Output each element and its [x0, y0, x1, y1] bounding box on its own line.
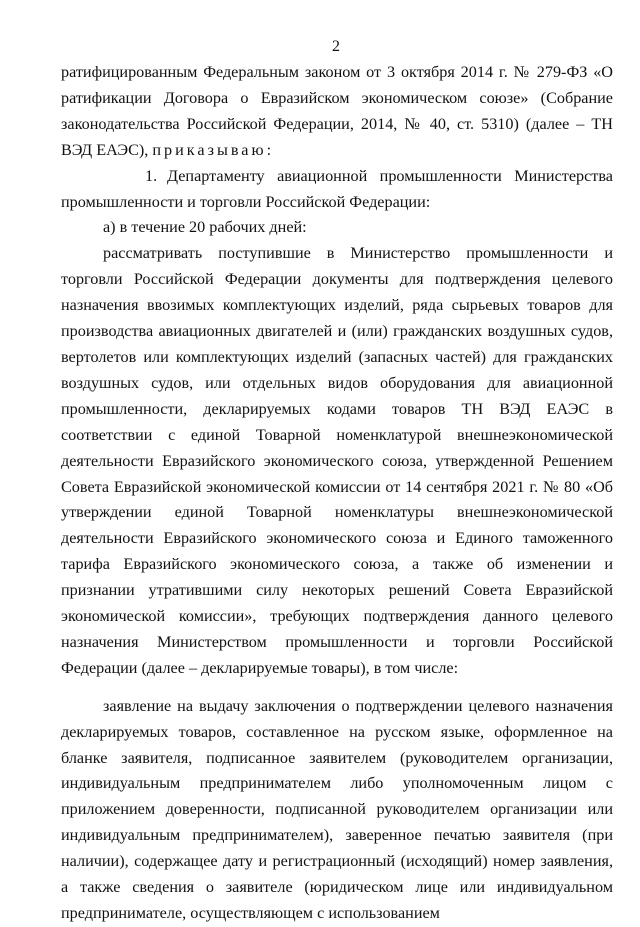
paragraph-application: заявление на выдачу заключения о подтверждении целевого назначения декларируемых товаров, составленное на русском языке, оформленное на бланке заявителя, подписанное заявителем (руководителем организации, индивидуальным предпринимателем либо уполномоченным лицом с приложением доверенности, подписанной руководителем организации или индивидуальным предпринимателем), заверенное печатью заявителя (при наличии), содержащее дату и регистрационный (исходящий) номер заявления, а также сведения о заявителе (юридическом лице или индивидуальном предпринимателе, осуществляющем с использованием	[61, 696, 613, 922]
page-number: 2	[332, 38, 340, 55]
order-word: приказываю	[152, 140, 267, 159]
item-number: 1.	[145, 166, 158, 185]
paragraph-item-1-text: Департаменту авиационной промышленности Министерства промышленности и торговли Российской Федерации:	[61, 166, 613, 211]
paragraph-item-1	[61, 164, 613, 216]
document-body	[61, 60, 613, 927]
paragraph-intro	[61, 60, 613, 164]
paragraph-review: рассматривать поступившие в Министерство промышленности и торговли Российской Федерации документы для подтверждения целевого назначения ввозимых комплектующих изделий, ряда сырьевых товаров для производства авиационных двигателей и (или) гражданских воздушных судов, вертолетов или комплектующих изделий (запасных частей) для гражданских воздушных судов, или отдельных видов оборудования для авиационной промышленности, декларируемых кодами товаров ТН ВЭД ЕАЭС в соответствии с единой Товарной номенклатурой внешнеэкономической деятельности Евразийского экономического союза, утвержденной Решением Совета Евразийской экономической комиссии от 14 сентября 2021 г. № 80 «Об утверждении единой Товарной номенклатуры внешнеэкономической деятельности Евразийского экономического союза и Единого таможенного тарифа Евразийского экономического союза, а также об изменении и признании утратившими силу некоторых решений Совета Евразийской экономической комиссии», требующих подтверждения данного целевого назначения Министерством промышленности и торговли Российской Федерации (далее – декларируемые товары), в том числе:	[61, 244, 613, 677]
order-colon: :	[266, 140, 272, 159]
paragraph-intro-text: ратифицированным Федеральным законом от 3 октября 2014 г. № 279-ФЗ «О ратификации Договора о Евразийском экономическом союзе» (Собрание законодательства Российской Федерации, 2014, № 40, ст. 5310) (далее – ТН ВЭД ЕАЭС),	[61, 63, 613, 159]
paragraph-subitem-a: а) в течение 20 рабочих дней:	[103, 218, 307, 237]
